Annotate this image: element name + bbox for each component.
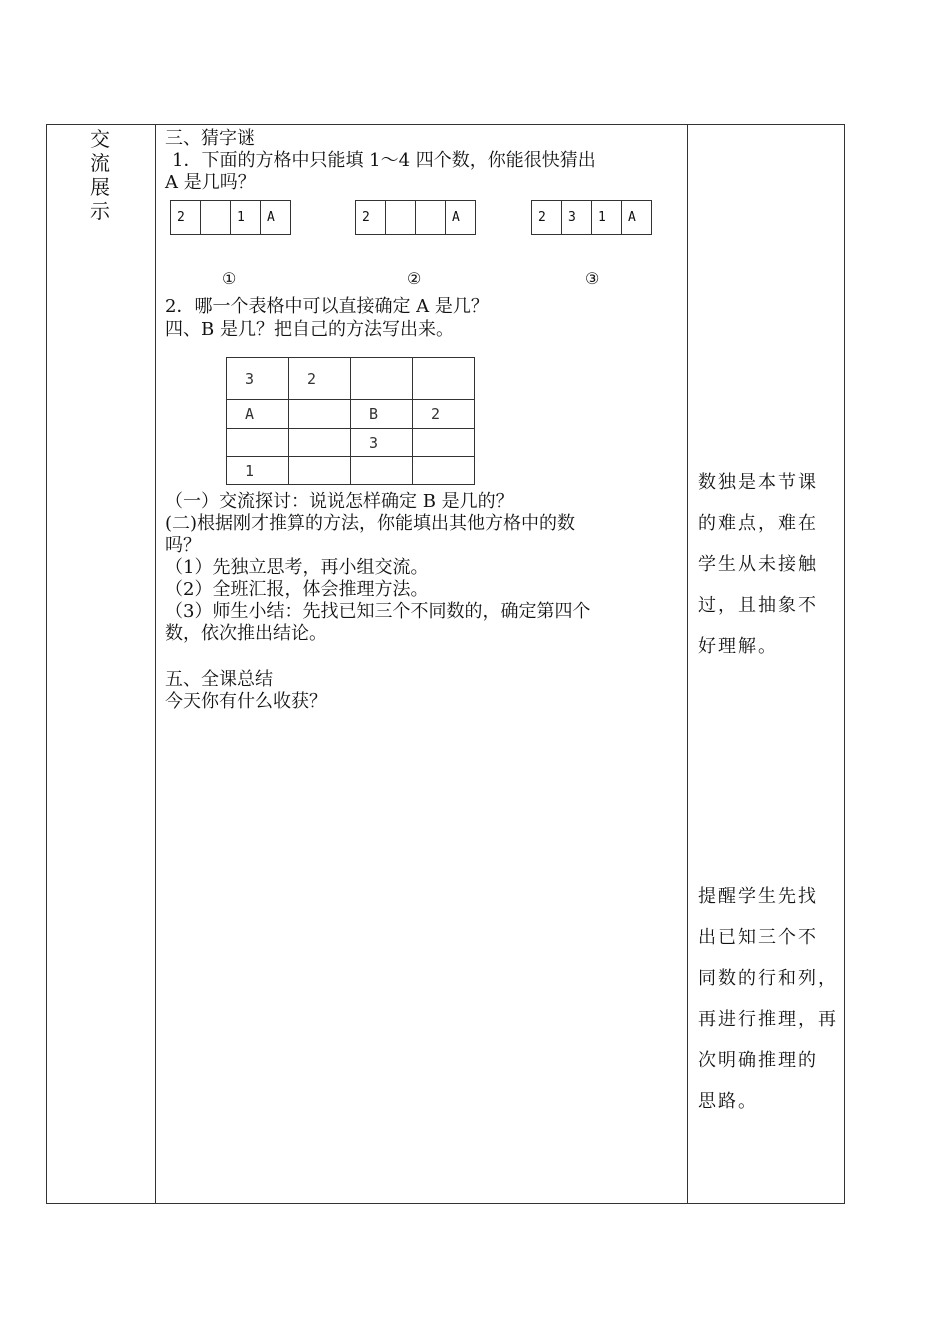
section5-title: 五、全课总结 (165, 669, 273, 690)
note-line: 的难点，难在 (698, 513, 818, 534)
grid-label-2: ② (407, 269, 422, 288)
grid-label-1: ① (222, 269, 237, 288)
step2: （2）全班汇报，体会推理方法。 (165, 579, 429, 600)
sudoku-cell: 3 (351, 429, 413, 457)
discuss1: （一）交流探讨：说说怎样确定 B 是几的？ (165, 491, 514, 512)
note-line: 同数的行和列， (698, 968, 838, 989)
grid-cell: A (622, 201, 652, 235)
discuss2-line1: (二)根据刚才推算的方法，你能填出其他方格中的数 (165, 513, 576, 534)
grid-label-3: ③ (585, 269, 600, 288)
step1: （1）先独立思考，再小组交流。 (165, 557, 429, 578)
q2: 2．哪一个表格中可以直接确定 A 是几？ (165, 296, 489, 317)
grid-cell: 1 (231, 201, 261, 235)
grid-cell: 1 (592, 201, 622, 235)
note-line: 过，且抽象不 (698, 595, 818, 616)
note-line: 出已知三个不 (698, 927, 818, 948)
section4-title: 四、B 是几？把自己的方法写出来。 (165, 319, 454, 340)
sudoku-table (226, 357, 475, 485)
sudoku-cell (289, 457, 351, 485)
step3-line2: 数，依次推出结论。 (165, 623, 327, 644)
section5-question: 今天你有什么收获？ (165, 691, 327, 712)
puzzle-grid-2 (355, 200, 476, 235)
q1-line2: A 是几吗？ (165, 172, 256, 193)
notes-column (688, 125, 844, 1203)
sudoku-cell (351, 358, 413, 400)
q1-line1: 1．下面的方格中只能填 1～4 四个数，你能很快猜出 (172, 150, 596, 171)
sudoku-cell (413, 457, 475, 485)
note-line: 数独是本节课 (698, 472, 818, 493)
stage-label-char: 流 (90, 151, 110, 175)
sudoku-cell: 3 (227, 358, 289, 400)
note-line: 学生从未接触 (698, 554, 818, 575)
discuss2-line2: 吗？ (165, 535, 201, 556)
grid-cell (201, 201, 231, 235)
teaching-note-1 (698, 462, 838, 667)
sudoku-cell (413, 429, 475, 457)
sudoku-cell: A (227, 400, 289, 429)
note-line: 次明确推理的 (698, 1050, 818, 1071)
grid-cell: A (446, 201, 476, 235)
note-line: 思路。 (698, 1091, 758, 1112)
grid-cell (386, 201, 416, 235)
sudoku-cell (413, 358, 475, 400)
section3-title: 三、猜字谜 (165, 128, 255, 149)
grid-cell: 2 (532, 201, 562, 235)
stage-label (89, 127, 111, 223)
puzzle-grid-3 (531, 200, 652, 235)
sudoku-cell (227, 429, 289, 457)
sudoku-cell: 2 (413, 400, 475, 429)
step3-line1: （3）师生小结：先找已知三个不同数的，确定第四个 (165, 601, 591, 622)
stage-column (47, 125, 156, 1203)
sudoku-cell (351, 457, 413, 485)
content-column (156, 125, 688, 1203)
lesson-table (46, 124, 845, 1204)
grid-cell: 2 (356, 201, 386, 235)
note-line: 好理解。 (698, 636, 778, 657)
sudoku-cell (289, 400, 351, 429)
stage-label-char: 示 (90, 199, 110, 223)
sudoku-cell: B (351, 400, 413, 429)
sudoku-cell: 1 (227, 457, 289, 485)
stage-label-char: 交 (90, 127, 110, 151)
grid-cell: 3 (562, 201, 592, 235)
stage-label-char: 展 (90, 175, 110, 199)
grid-cell: 2 (171, 201, 201, 235)
note-line: 提醒学生先找 (698, 886, 818, 907)
sudoku-cell (289, 429, 351, 457)
teaching-note-2 (698, 876, 838, 1122)
puzzle-grid-1 (170, 200, 291, 235)
note-line: 再进行推理，再 (698, 1009, 838, 1030)
grid-cell (416, 201, 446, 235)
grid-cell: A (261, 201, 291, 235)
sudoku-cell: 2 (289, 358, 351, 400)
